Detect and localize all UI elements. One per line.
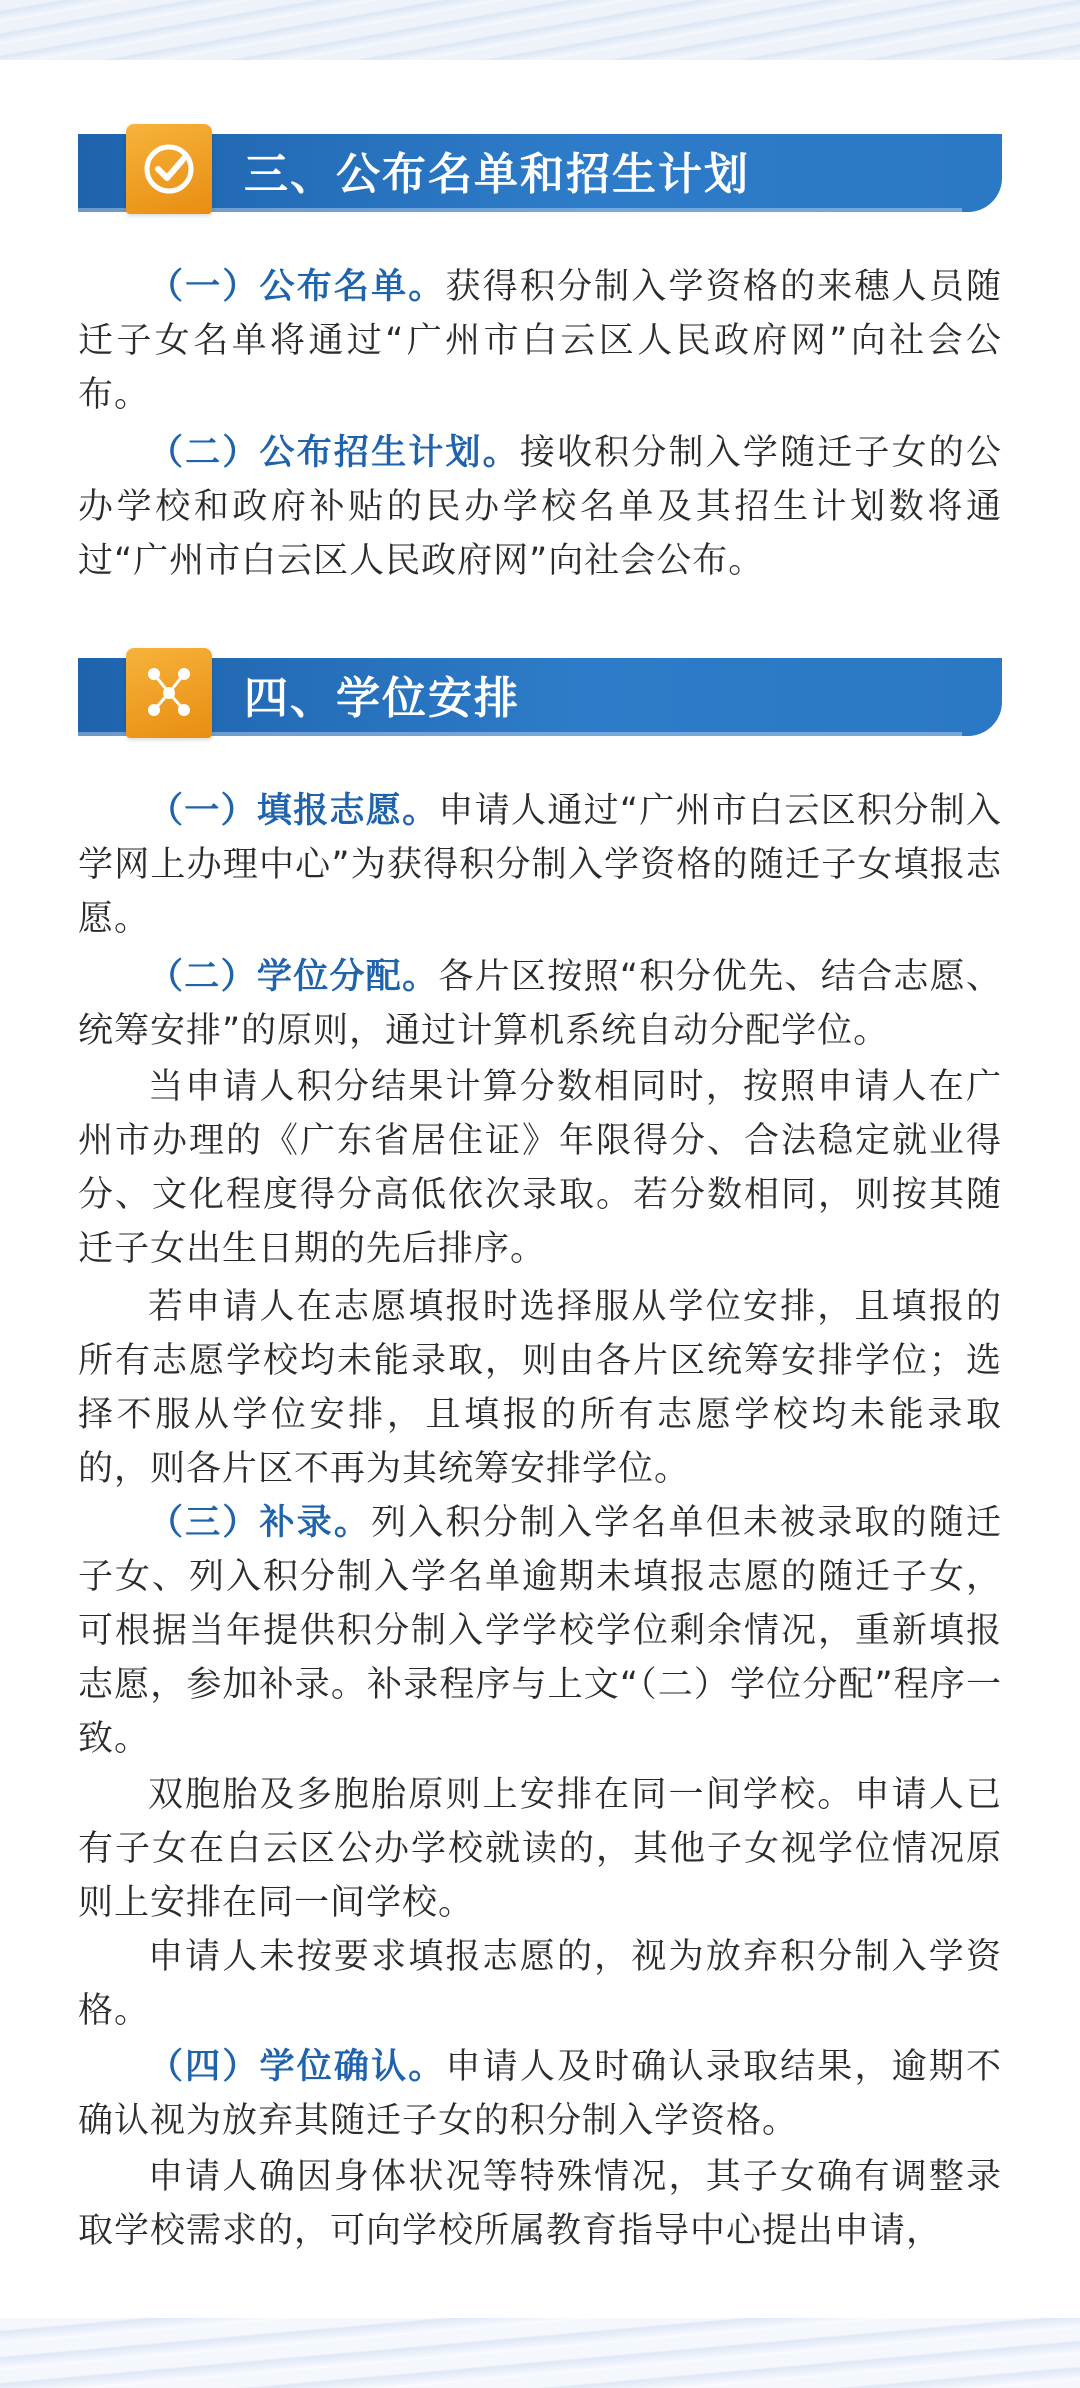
check-circle-icon <box>126 124 212 214</box>
section-header-3 <box>78 128 1002 212</box>
paragraph-lead: （一）填报志愿。 <box>148 791 439 831</box>
paragraph-tie-rule <box>78 1060 1002 1276</box>
paragraph-twins <box>78 1768 1002 1930</box>
paragraph-text: 双胞胎及多胞胎原则上安排在同一间学校。申请人已有子女在白云区公办学校就读的，其他子女视学位情况原则上安排在同一间学校。 <box>78 1775 1002 1923</box>
section-title: 三、公布名单和招生计划 <box>244 149 750 200</box>
paragraph-obey-arrangement <box>78 1280 1002 1496</box>
paragraph-publish-list <box>78 260 1002 422</box>
top-decorative-band <box>0 0 1080 60</box>
paragraph-text: 列入积分制入学名单但未被录取的随迁子女、列入积分制入学名单逾期未填报志愿的随迁子女，可根据当年提供积分制入学学校学位剩余情况，重新填报志愿，参加补录。补录程序与上文“（二）学位分配”程序一致。 <box>78 1503 1002 1759</box>
paragraph-allocation <box>78 950 1002 1058</box>
paragraph-text: 申请人及时确认录取结果，逾期不确认视为放弃其随迁子女的积分制入学资格。 <box>78 2047 1002 2141</box>
paragraph-supplement <box>78 1496 1002 1766</box>
paragraph-fill-wishes <box>78 784 1002 946</box>
paragraph-no-wish <box>78 1930 1002 2038</box>
paragraph-text: 获得积分制入学资格的来穗人员随迁子女名单将通过“广州市白云区人民政府网”向社会公布。 <box>78 267 1002 415</box>
paragraph-special-cases <box>78 2150 1002 2258</box>
paragraph-lead: （二）学位分配。 <box>148 957 439 997</box>
paragraph-lead: （四）学位确认。 <box>148 2047 446 2087</box>
header-bar <box>78 658 1002 736</box>
paragraph-text: 当申请人积分结果计算分数相同时，按照申请人在广州市办理的《广东省居住证》年限得分、合法稳定就业得分、文化程度得分高低依次录取。若分数相同，则按其随迁子女出生日期的先后排序。 <box>78 1067 1002 1269</box>
paragraph-lead: （一）公布名单。 <box>148 267 446 307</box>
paragraph-lead: （二）公布招生计划。 <box>148 433 520 473</box>
paragraph-text: 申请人通过“广州市白云区积分制入学网上办理中心”为获得积分制入学资格的随迁子女填报志愿。 <box>78 791 1002 939</box>
paragraph-publish-plan <box>78 426 1002 588</box>
paragraph-text: 若申请人在志愿填报时选择服从学位安排，且填报的所有志愿学校均未能录取，则由各片区统筹安排学位；选择不服从学位安排，且填报的所有志愿学校均未能录取的，则各片区不再为其统筹安排学位。 <box>78 1287 1002 1489</box>
paragraph-confirm <box>78 2040 1002 2148</box>
section-title: 四、学位安排 <box>244 673 520 724</box>
people-network-icon <box>126 648 212 738</box>
paragraph-text: 申请人确因身体状况等特殊情况，其子女确有调整录取学校需求的，可向学校所属教育指导中心提出申请， <box>78 2157 1002 2251</box>
paragraph-lead: （三）补录。 <box>148 1503 372 1543</box>
section-header-4 <box>78 652 1002 736</box>
paragraph-text: 各片区按照“积分优先、结合志愿、统筹安排”的原则，通过计算机系统自动分配学位。 <box>78 957 1002 1051</box>
paragraph-text: 申请人未按要求填报志愿的，视为放弃积分制入学资格。 <box>78 1937 1002 2031</box>
bottom-decorative-band <box>0 2318 1080 2388</box>
paragraph-text: 接收积分制入学随迁子女的公办学校和政府补贴的民办学校名单及其招生计划数将通过“广州市白云区人民政府网”向社会公布。 <box>78 433 1002 581</box>
